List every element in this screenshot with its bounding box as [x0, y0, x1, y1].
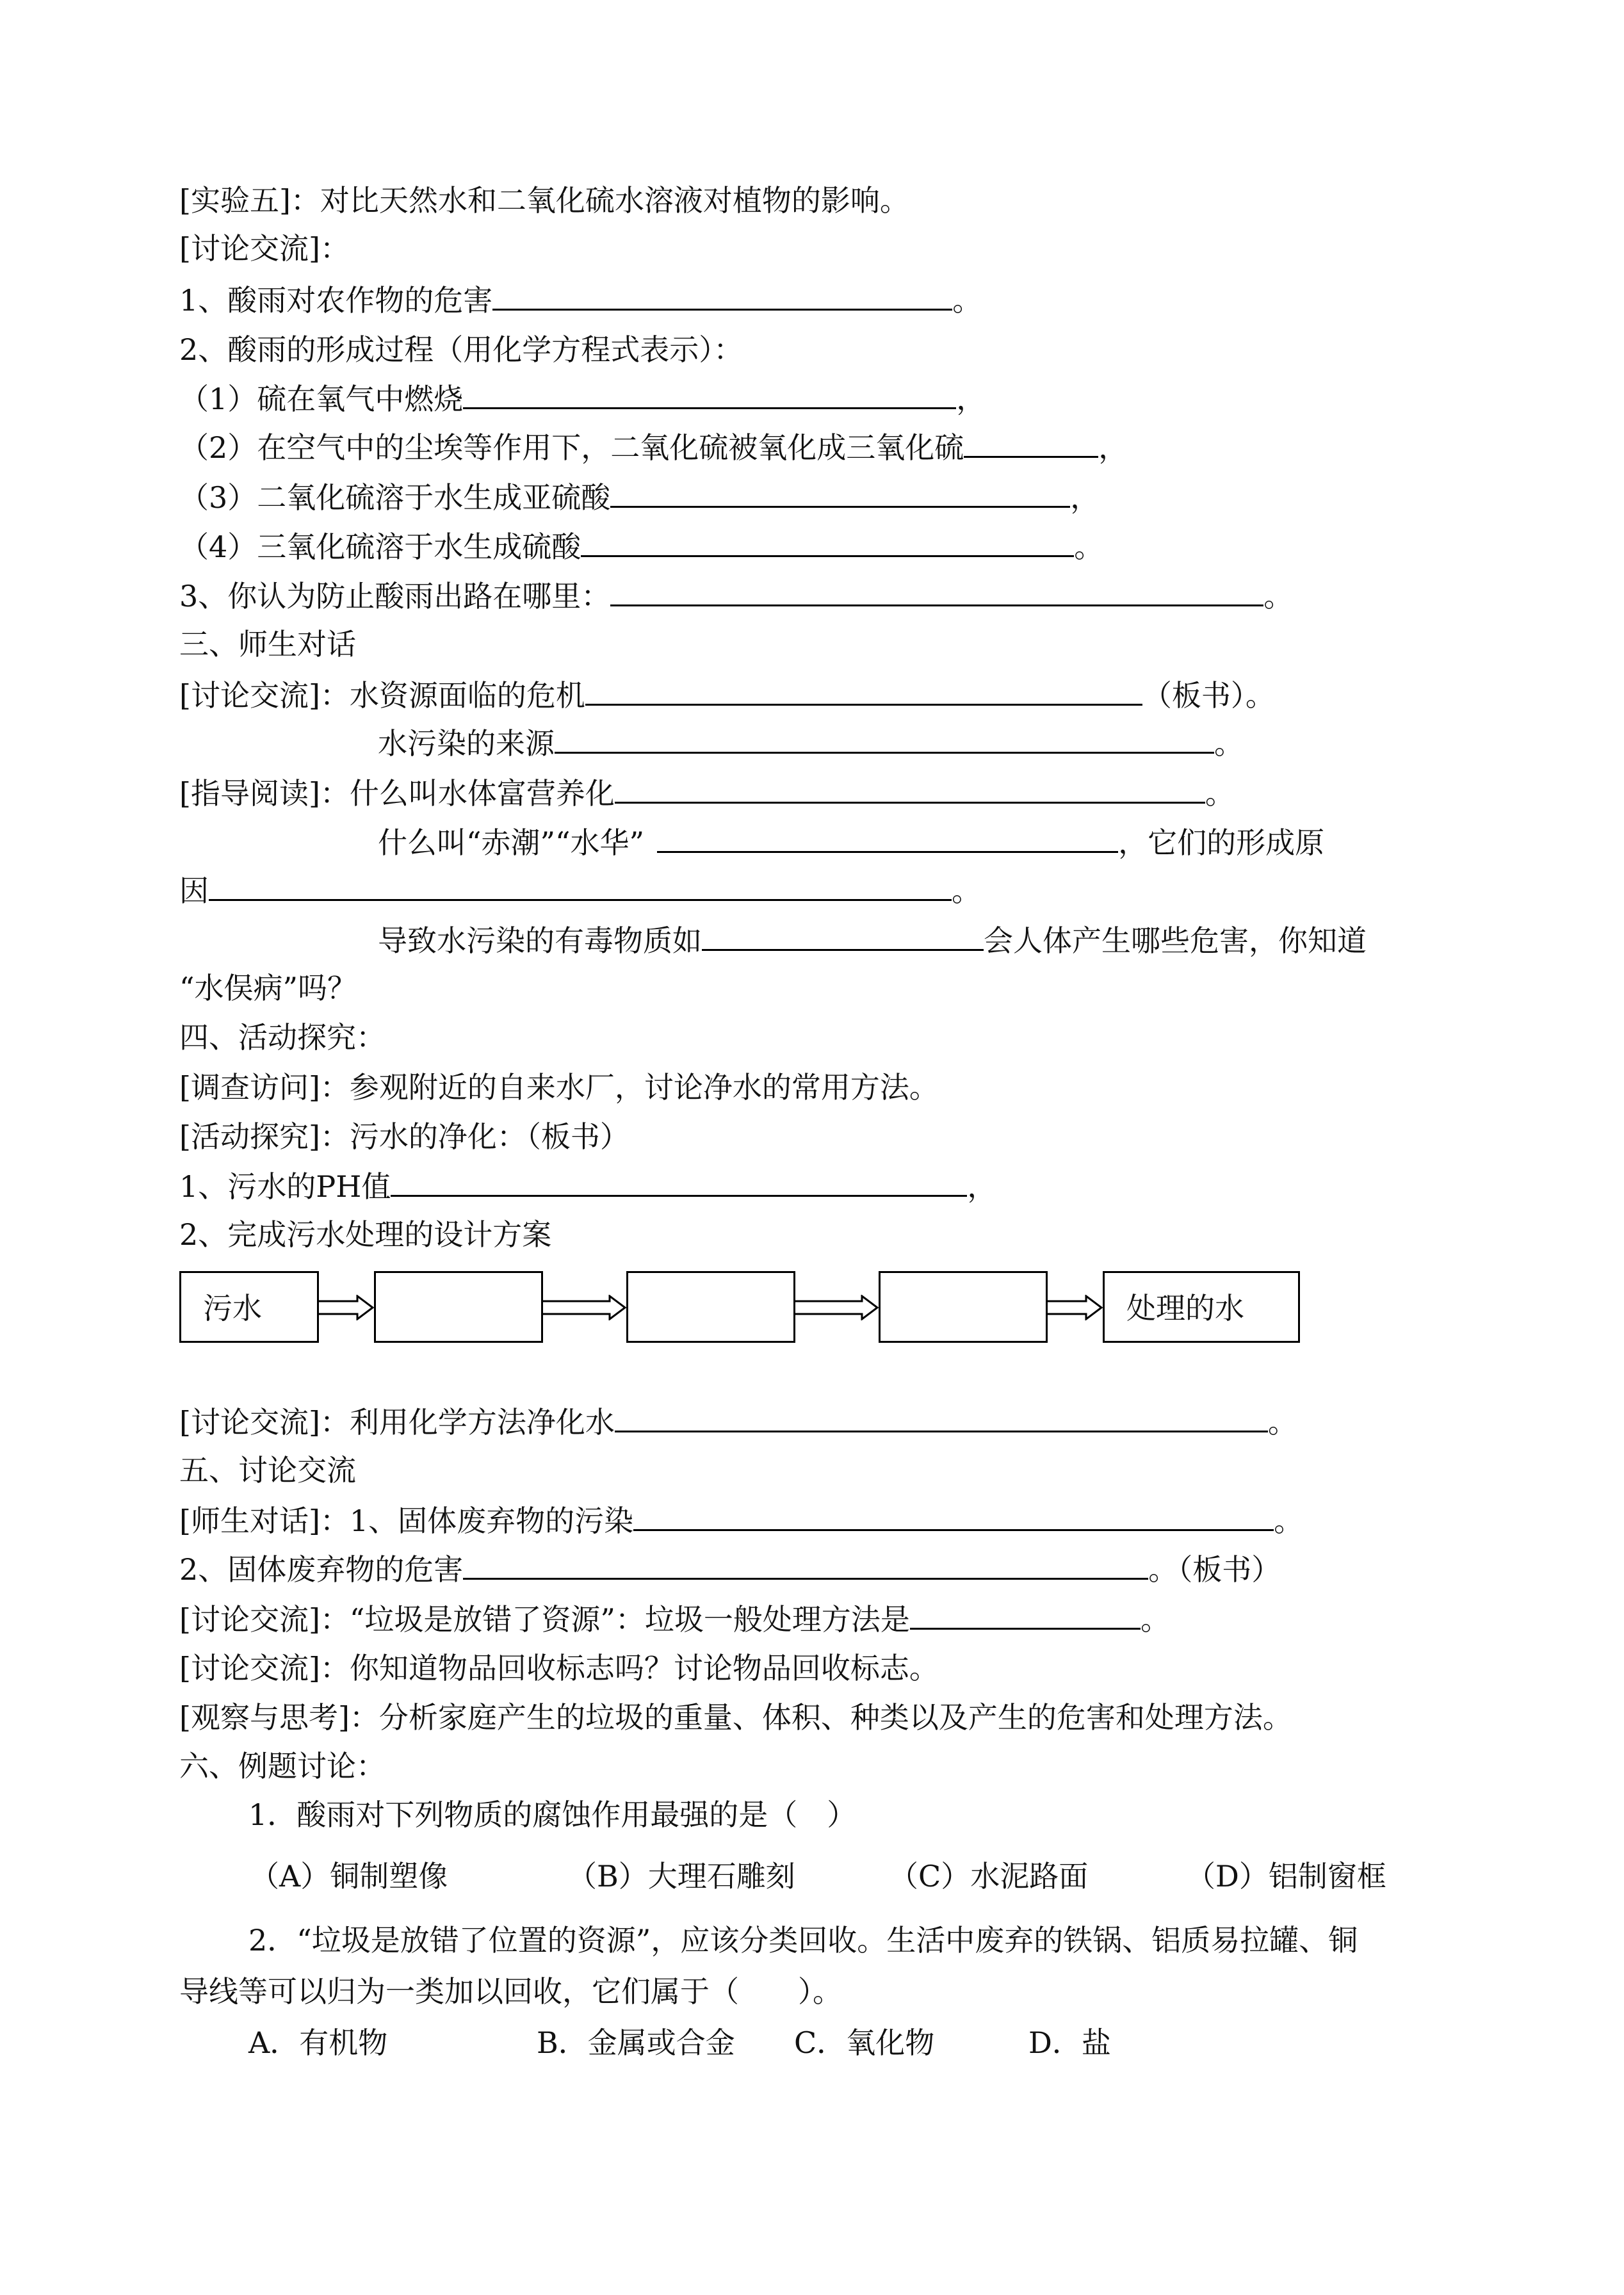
section-3-heading	[179, 625, 356, 665]
question-2-stem-line-2	[179, 1972, 842, 2012]
answer-blank[interactable]	[610, 478, 1070, 508]
question-2-text-2: 导线等可以归为一类加以回收，它们属于（ ）。	[179, 1974, 842, 2009]
answer-blank[interactable]	[702, 921, 984, 951]
discussion-label: [讨论交流]：	[179, 231, 350, 266]
line-end-punct: 。	[952, 873, 981, 908]
option-label: （B）大理石雕刻	[567, 1859, 795, 1894]
cause-text: 因	[179, 873, 209, 908]
prevent-acid-rain-text: 3、你认为防止酸雨出路在哪里：	[179, 579, 611, 613]
flow-end-label: 处理的水	[1126, 1291, 1244, 1326]
question-2-option-a[interactable]	[248, 2023, 387, 2063]
answer-blank[interactable]	[615, 774, 1205, 804]
toxic-substances-text: 导致水污染的有毒物质如	[378, 923, 702, 958]
flow-arrow-icon	[795, 1295, 879, 1320]
flow-arrow-icon	[543, 1295, 626, 1320]
section-5-heading	[179, 1451, 356, 1491]
line-end-punct: 。	[1274, 1504, 1304, 1538]
minamata-text: “水俣病”吗？	[179, 971, 357, 1005]
formation-step-3	[179, 478, 1100, 517]
eutrophication-text: [指导阅读]：什么叫水体富营养化	[179, 776, 615, 811]
recycle-sign-text: [讨论交流]：你知道物品回收标志吗？讨论物品回收标志。	[179, 1651, 939, 1685]
garbage-line	[179, 1600, 1170, 1639]
recycle-sign-line	[179, 1649, 939, 1689]
question-2-stem-line-1	[248, 1921, 1358, 1961]
line-end-punct: ，	[956, 382, 986, 416]
question-1-stem	[248, 1796, 856, 1835]
survey-line	[179, 1068, 939, 1108]
answer-blank[interactable]	[610, 576, 1263, 606]
experiment-5-line	[179, 181, 909, 221]
section-5-title: 五、讨论交流	[179, 1453, 356, 1488]
question-2-option-d[interactable]	[1028, 2023, 1111, 2063]
answer-blank[interactable]	[492, 280, 952, 311]
formation-step-2-text: （2）在空气中的尘埃等作用下，二氧化硫被氧化成三氧化硫	[179, 430, 964, 465]
water-crisis-text: [讨论交流]：水资源面临的危机	[179, 678, 585, 713]
section-4-heading	[179, 1018, 386, 1058]
answer-blank[interactable]	[209, 871, 952, 901]
solid-harm-text: 2、固体废弃物的危害	[179, 1552, 464, 1587]
chemical-purify-line	[179, 1402, 1297, 1442]
pollution-source-text: 水污染的来源	[378, 726, 555, 761]
solid-pollution-line	[179, 1501, 1303, 1541]
formation-step-4-text: （4）三氧化硫溶于水生成硫酸	[179, 530, 581, 564]
section-4-title: 四、活动探究：	[179, 1020, 386, 1055]
formation-title	[179, 330, 743, 370]
line-end-punct: 。	[1140, 1602, 1170, 1637]
minamata-line	[179, 969, 357, 1009]
formation-step-3-text: （3）二氧化硫溶于水生成亚硫酸	[179, 480, 611, 515]
design-line	[179, 1215, 551, 1255]
design-text: 2、完成污水处理的设计方案	[179, 1217, 552, 1252]
option-label: D．盐	[1028, 2025, 1111, 2060]
line-end-punct: 。	[1214, 726, 1244, 761]
option-label: B．金属或合金	[537, 2025, 735, 2060]
observe-text: [观察与思考]：分析家庭产生的垃圾的重量、体积、种类以及产生的危害和处理方法。	[179, 1700, 1292, 1735]
formation-step-1	[179, 379, 986, 419]
garbage-text: [讨论交流]：“垃圾是放错了资源”：垃圾一般处理方法是	[179, 1602, 910, 1637]
acid-rain-harm-text: 1、酸雨对农作物的危害	[179, 283, 493, 318]
answer-blank[interactable]	[391, 1167, 967, 1197]
answer-blank[interactable]	[633, 1501, 1274, 1531]
answer-blank[interactable]	[463, 379, 956, 409]
line-end-punct: ，	[967, 1169, 997, 1204]
line-end-punct: （板书）。	[1142, 678, 1275, 713]
question-1-option-d[interactable]	[1186, 1857, 1386, 1897]
flow-box-step-3[interactable]	[879, 1271, 1048, 1343]
water-crisis-line	[179, 676, 1275, 715]
observe-line	[179, 1698, 1292, 1738]
line-end-punct: 。	[1267, 1405, 1297, 1439]
line-end-punct: 。	[1205, 776, 1235, 811]
section-6-title: 六、例题讨论：	[179, 1749, 386, 1783]
red-tide-line	[378, 823, 1324, 863]
question-1-text: 1．酸雨对下列物质的腐蚀作用最强的是（ ）	[248, 1797, 857, 1832]
flow-box-end	[1103, 1271, 1300, 1343]
flow-box-start	[179, 1271, 319, 1343]
formation-title-text: 2、酸雨的形成过程（用化学方程式表示）：	[179, 332, 743, 367]
flow-box-step-1[interactable]	[374, 1271, 543, 1343]
answer-blank[interactable]	[555, 724, 1214, 754]
eutrophication-line	[179, 774, 1235, 813]
flow-arrow-icon	[319, 1295, 374, 1320]
answer-blank[interactable]	[463, 1550, 1148, 1580]
experiment-5-text: [实验五]：对比天然水和二氧化硫水溶液对植物的影响。	[179, 183, 909, 218]
question-2-text-1: 2．“垃圾是放错了位置的资源”，应该分类回收。生活中废弃的铁锅、铝质易拉罐、铜	[248, 1923, 1358, 1958]
line-end-punct: ，它们的形成原	[1118, 825, 1325, 860]
answer-blank[interactable]	[910, 1600, 1141, 1630]
pollution-source-line	[378, 724, 1244, 763]
line-end-punct: 。	[1263, 579, 1294, 613]
line-end-punct: ，	[1098, 430, 1128, 465]
flow-box-step-2[interactable]	[626, 1271, 795, 1343]
option-label: （D）铝制窗框	[1186, 1859, 1386, 1894]
question-2-option-b[interactable]	[537, 2023, 735, 2063]
option-label: （C）水泥路面	[889, 1859, 1089, 1894]
red-tide-text: 什么叫“赤潮”“水华”	[378, 825, 645, 860]
flow-arrow-icon	[1048, 1295, 1103, 1320]
discussion-heading	[179, 229, 350, 269]
answer-blank[interactable]	[581, 527, 1074, 557]
formation-step-1-text: （1）硫在氧气中燃烧	[179, 382, 464, 416]
toxic-substances-line	[378, 921, 1367, 961]
answer-blank[interactable]	[964, 428, 1098, 458]
flow-start-label: 污水	[203, 1291, 262, 1326]
question-2-option-c[interactable]	[794, 2023, 934, 2063]
activity-text: [活动探究]：污水的净化：（板书）	[179, 1119, 629, 1154]
answer-blank[interactable]	[585, 676, 1142, 706]
option-label: A．有机物	[248, 2025, 388, 2060]
activity-line	[179, 1117, 629, 1157]
option-label: （A）铜制塑像	[250, 1859, 448, 1894]
line-end-punct: 。（板书）	[1148, 1552, 1281, 1587]
acid-rain-harm-line	[179, 280, 982, 320]
formation-step-2	[179, 428, 1128, 467]
ph-line	[179, 1167, 996, 1206]
line-end-punct: 。	[952, 283, 982, 318]
line-end-punct: 。	[1074, 530, 1104, 564]
ph-text: 1、污水的PH值	[179, 1169, 391, 1204]
line-end-punct: 会人体产生哪些危害，你知道	[984, 923, 1367, 958]
solid-harm-line	[179, 1550, 1281, 1589]
chemical-purify-text: [讨论交流]：利用化学方法净化水	[179, 1405, 615, 1439]
answer-blank[interactable]	[657, 823, 1118, 853]
question-1-option-a[interactable]	[250, 1857, 448, 1897]
section-3-title: 三、师生对话	[179, 627, 356, 661]
survey-text: [调查访问]：参观附近的自来水厂，讨论净水的常用方法。	[179, 1070, 939, 1105]
cause-line	[179, 871, 981, 911]
solid-pollution-text: [师生对话]：1、固体废弃物的污染	[179, 1504, 634, 1538]
formation-step-4	[179, 527, 1103, 567]
question-1-option-b[interactable]	[567, 1857, 795, 1897]
answer-blank[interactable]	[615, 1402, 1268, 1432]
question-1-option-c[interactable]	[889, 1857, 1088, 1897]
line-end-punct: ，	[1070, 480, 1100, 515]
option-label: C．氧化物	[794, 2025, 935, 2060]
section-6-heading	[179, 1747, 386, 1787]
prevent-acid-rain-line	[179, 576, 1293, 616]
